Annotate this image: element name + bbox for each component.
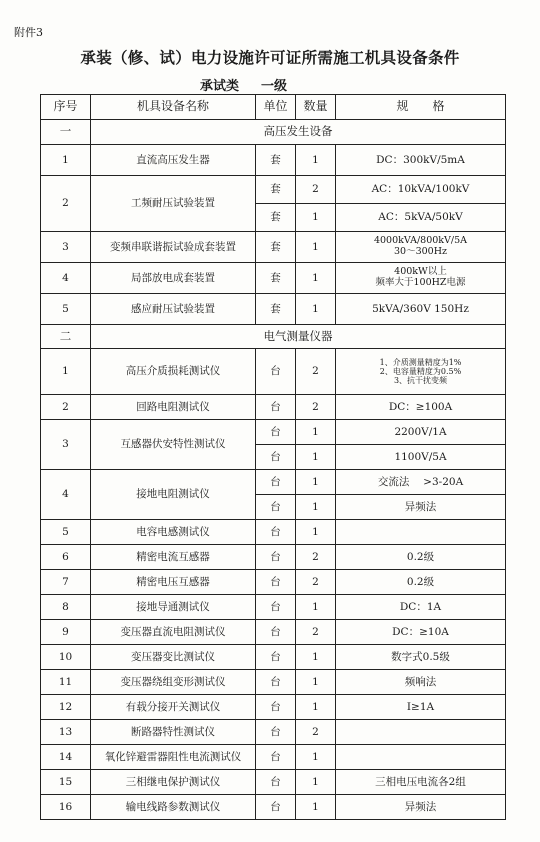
table-row [41, 232, 506, 263]
cell-spec: DC：≥10A [336, 620, 506, 645]
cell-unit: 台 [256, 720, 296, 745]
cell-unit: 台 [256, 420, 296, 445]
cell-spec [336, 349, 506, 395]
cell-name: 氧化锌避雷器阻性电流测试仪 [91, 745, 256, 770]
header-spec: 规 格 [336, 95, 506, 120]
cell-spec [336, 745, 506, 770]
cell-unit: 台 [256, 445, 296, 470]
cell-no: 2 [41, 176, 91, 232]
section-row [41, 120, 506, 145]
header-name: 机具设备名称 [91, 95, 256, 120]
category-label: 承试类 [200, 79, 240, 94]
table-row [41, 470, 506, 495]
table-row [41, 770, 506, 795]
equipment-table [40, 94, 506, 820]
cell-spec [336, 263, 506, 294]
header-qty: 数量 [296, 95, 336, 120]
cell-name: 高压介质损耗测试仪 [91, 349, 256, 395]
cell-no: 12 [41, 695, 91, 720]
cell-no: 3 [41, 420, 91, 470]
table-header-row [41, 95, 506, 120]
cell-unit: 套 [256, 145, 296, 176]
cell-name: 电容电感测试仪 [91, 520, 256, 545]
cell-no: 11 [41, 670, 91, 695]
cell-name: 回路电阻测试仪 [91, 395, 256, 420]
cell-spec: 2200V/1A [336, 420, 506, 445]
cell-no: 2 [41, 395, 91, 420]
section-no: 二 [41, 325, 91, 349]
cell-spec: 交流法 >3-20A [336, 470, 506, 495]
spec-line: 1、介质测量精度为1% [379, 357, 462, 367]
cell-qty: 1 [296, 495, 336, 520]
cell-qty: 1 [296, 770, 336, 795]
cell-spec: AC：10kVA/100kV [336, 176, 506, 204]
cell-qty: 1 [296, 520, 336, 545]
cell-no: 13 [41, 720, 91, 745]
table-row [41, 570, 506, 595]
spec-line: 频率大于100HZ电源 [375, 277, 466, 288]
cell-qty: 1 [296, 294, 336, 325]
table-row [41, 620, 506, 645]
header-unit: 单位 [256, 95, 296, 120]
cell-no: 16 [41, 795, 91, 820]
cell-name: 接地电阻测试仪 [91, 470, 256, 520]
cell-qty: 1 [296, 204, 336, 232]
section-row [41, 325, 506, 349]
cell-name: 感应耐压试验装置 [91, 294, 256, 325]
header-no: 序号 [41, 95, 91, 120]
cell-qty: 1 [296, 445, 336, 470]
table-row [41, 420, 506, 445]
cell-qty: 1 [296, 263, 336, 294]
cell-qty: 2 [296, 620, 336, 645]
cell-no: 9 [41, 620, 91, 645]
section-title: 电气测量仪器 [91, 325, 506, 349]
table-row [41, 263, 506, 294]
cell-qty: 1 [296, 595, 336, 620]
cell-spec: DC：≥100A [336, 395, 506, 420]
cell-unit: 台 [256, 570, 296, 595]
cell-name: 精密电压互感器 [91, 570, 256, 595]
cell-spec: 频响法 [336, 670, 506, 695]
cell-spec: DC：1A [336, 595, 506, 620]
cell-spec [336, 720, 506, 745]
spec-line: 2、电容量精度为0.5% [379, 366, 462, 376]
spec-line: 30～300Hz [393, 246, 447, 257]
cell-no: 1 [41, 349, 91, 395]
cell-qty: 1 [296, 745, 336, 770]
cell-qty: 2 [296, 545, 336, 570]
table-row [41, 795, 506, 820]
cell-name: 断路器特性测试仪 [91, 720, 256, 745]
cell-unit: 台 [256, 670, 296, 695]
cell-unit: 套 [256, 176, 296, 204]
table-row [41, 176, 506, 204]
cell-name: 变压器绕组变形测试仪 [91, 670, 256, 695]
spec-line: 3、抗干扰变频 [393, 376, 448, 386]
cell-unit: 台 [256, 795, 296, 820]
table-row [41, 745, 506, 770]
cell-name: 变压器变比测试仪 [91, 645, 256, 670]
cell-name: 直流高压发生器 [91, 145, 256, 176]
cell-no: 8 [41, 595, 91, 620]
attachment-label: 附件3 [14, 26, 43, 39]
cell-no: 5 [41, 294, 91, 325]
cell-name: 接地导通测试仪 [91, 595, 256, 620]
cell-name: 局部放电成套装置 [91, 263, 256, 294]
cell-name: 互感器伏安特性测试仪 [91, 420, 256, 470]
section-no: 一 [41, 120, 91, 145]
table-row [41, 520, 506, 545]
cell-qty: 2 [296, 176, 336, 204]
cell-no: 4 [41, 263, 91, 294]
cell-qty: 1 [296, 145, 336, 176]
cell-unit: 台 [256, 620, 296, 645]
cell-no: 5 [41, 520, 91, 545]
cell-unit: 套 [256, 232, 296, 263]
cell-no: 14 [41, 745, 91, 770]
table-row [41, 145, 506, 176]
cell-unit: 台 [256, 595, 296, 620]
cell-unit: 台 [256, 745, 296, 770]
cell-name: 变频串联谐振试验成套装置 [91, 232, 256, 263]
cell-no: 10 [41, 645, 91, 670]
cell-unit: 台 [256, 470, 296, 495]
table-row [41, 349, 506, 395]
cell-unit: 台 [256, 770, 296, 795]
table-row [41, 595, 506, 620]
cell-no: 1 [41, 145, 91, 176]
cell-unit: 台 [256, 395, 296, 420]
cell-qty: 1 [296, 670, 336, 695]
cell-spec: 异频法 [336, 795, 506, 820]
spec-line: 4000kVA/800kV/5A [373, 235, 468, 247]
cell-name: 变压器直流电阻测试仪 [91, 620, 256, 645]
cell-spec: DC：300kV/5mA [336, 145, 506, 176]
document-title: 承装（修、试）电力设施许可证所需施工机具设备条件 [80, 48, 460, 67]
cell-spec: AC：5kVA/50kV [336, 204, 506, 232]
cell-spec: 1100V/5A [336, 445, 506, 470]
cell-spec: 数字式0.5级 [336, 645, 506, 670]
cell-qty: 1 [296, 470, 336, 495]
cell-unit: 台 [256, 645, 296, 670]
cell-no: 15 [41, 770, 91, 795]
cell-no: 7 [41, 570, 91, 595]
cell-qty: 1 [296, 695, 336, 720]
section-title: 高压发生设备 [91, 120, 506, 145]
cell-name: 有载分接开关测试仪 [91, 695, 256, 720]
cell-qty: 1 [296, 795, 336, 820]
cell-qty: 2 [296, 570, 336, 595]
cell-name: 精密电流互感器 [91, 545, 256, 570]
table-row [41, 545, 506, 570]
document-subtitle [200, 75, 287, 94]
cell-qty: 1 [296, 645, 336, 670]
cell-spec: 三相电压电流各2组 [336, 770, 506, 795]
table-row [41, 720, 506, 745]
cell-name: 输电线路参数测试仪 [91, 795, 256, 820]
cell-no: 3 [41, 232, 91, 263]
table-row [41, 294, 506, 325]
spec-line: 400kW以上 [394, 266, 447, 278]
cell-qty: 2 [296, 395, 336, 420]
cell-spec: I≥1A [336, 695, 506, 720]
table-row [41, 395, 506, 420]
cell-qty: 1 [296, 232, 336, 263]
cell-qty: 2 [296, 349, 336, 395]
cell-unit: 台 [256, 349, 296, 395]
cell-spec: 异频法 [336, 495, 506, 520]
cell-no: 6 [41, 545, 91, 570]
cell-spec: 0.2级 [336, 570, 506, 595]
cell-qty: 2 [296, 720, 336, 745]
cell-unit: 套 [256, 204, 296, 232]
table-row [41, 670, 506, 695]
cell-unit: 套 [256, 294, 296, 325]
cell-qty: 1 [296, 420, 336, 445]
cell-name: 三相继电保护测试仪 [91, 770, 256, 795]
cell-spec: 5kVA/360V 150Hz [336, 294, 506, 325]
cell-unit: 台 [256, 495, 296, 520]
table-row [41, 695, 506, 720]
grade-label: 一级 [261, 79, 288, 94]
cell-spec [336, 520, 506, 545]
cell-name: 工频耐压试验装置 [91, 176, 256, 232]
cell-spec [336, 232, 506, 263]
cell-spec: 0.2级 [336, 545, 506, 570]
cell-unit: 台 [256, 545, 296, 570]
cell-unit: 套 [256, 263, 296, 294]
cell-unit: 台 [256, 695, 296, 720]
cell-unit: 台 [256, 520, 296, 545]
cell-no: 4 [41, 470, 91, 520]
table-row [41, 645, 506, 670]
